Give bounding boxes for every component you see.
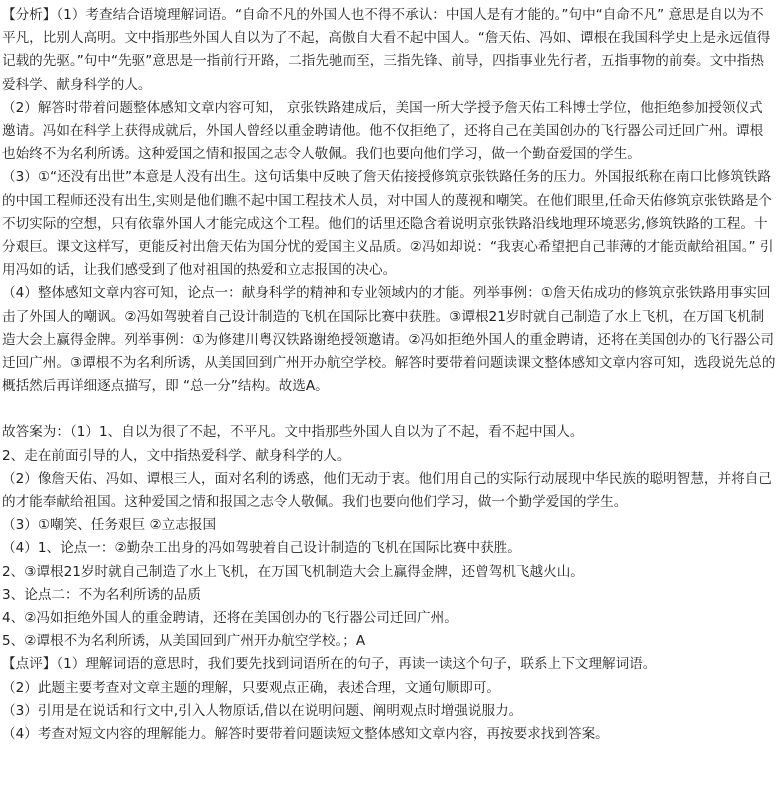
comment-line-4: （4）考查对短文内容的理解能力。解答时要带着问题读短文整体感知文章内容，再按要求找到答案。 bbox=[2, 726, 609, 743]
answer-section bbox=[2, 421, 776, 653]
analysis-paragraph-4: （4）整体感知文章内容可知，论点一：献身科学的精神和专业领域内的才能。列举事例：①詹天佑成功的修筑京张铁路用事实回击了外国人的嘲讽。②冯如驾驶着自己设计制造的飞机在国际比赛中获胜。③谭根21岁时就自己制造了水上飞机，在万国飞机制造大会上赢得金牌。列举事例：①为修建川粤汉铁路谢绝授领邀请。②冯如拒绝外国人的重金聘请，还将在美国创办的飞行器公司迁回广州。③谭根不为名利所诱，从美国回到广州开办航空学校。解答时要带着问题读课文整体感知文章内容可知，选段说先总的概括然后再详细逐点描写，即 “总一分”结构。故选A。 bbox=[2, 285, 776, 395]
answer-line-8: 4、②冯如拒绝外国人的重金聘请，还将在美国创办的飞行器公司迁回广州。 bbox=[2, 610, 458, 627]
comment-section bbox=[2, 653, 776, 746]
answer-line-6: 2、③谭根21岁时就自己制造了水上飞机，在万国飞机制造大会上赢得金牌，还曾驾机飞越火山。 bbox=[2, 563, 584, 580]
analysis-paragraph-1: 【分析】（1）考查结合语境理解词语。“自命不凡的外国人也不得不承认：中国人是有才能的。”句中“自命不凡” 意思是自以为不平凡，比别人高明。文中指那些外国人自以为了不起，高傲自大看不起中国人。“詹天佑、冯如、谭根在我国科学史上是永远值得记载的先驱。”句中“先驱”意思是一指前行开路，二指先驰而至，三指先锋、前导，四指事业先行者，五指事物的前奏。文中指热爱科学、献身科学的人。 bbox=[2, 7, 771, 93]
answer-line-1: 故答案为：（1）1、自以为很了不起，不平凡。文中指那些外国人自以为了不起，看不起中国人。 bbox=[2, 424, 584, 441]
answer-line-4: （3）①嘲笑、任务艰巨 ②立志报国 bbox=[2, 517, 217, 534]
answer-line-7: 3、论点二：不为名利所诱的品质 bbox=[2, 586, 201, 603]
section-spacer bbox=[2, 398, 776, 421]
answer-line-2: 2、走在前面引导的人，文中指热爱科学、献身科学的人。 bbox=[2, 447, 351, 464]
analysis-paragraph-3: （3）①“还没有出世”本意是人没有出生。这句话集中反映了詹天佑接授修筑京张铁路任务的压力。外国报纸称在南口比修筑铁路的中国工程师还没有出生,实则是他们瞧不起中国工程技术人员，对中国人的蔑视和嘲笑。在他们眼里,任命天佑修筑京张铁路是个不切实际的空想，只有依靠外国人才能完成这个工程。他们的话里还隐含着说明京张铁路沿线地理环境恶劣,修筑铁路的工程。十分艰巨。课文这样写，更能反衬出詹天佑为国分忧的爱国主义品质。②冯如却说：“我衷心希望把自己菲薄的才能贡献给祖国。” 引用冯如的话，让我们感受到了他对祖国的热爱和立志报国的决心。 bbox=[2, 169, 774, 279]
answer-line-3: （2）像詹天佑、冯如、谭根三人，面对名利的诱惑，他们无动于衷。他们用自己的实际行动展现中华民族的聪明智慧，并将自己的才能奉献给祖国。这种爱国之情和报国之志令人敬佩。我们也要向他们学习，做一个勤学爱国的学生。 bbox=[2, 470, 772, 511]
analysis-section bbox=[2, 4, 776, 398]
answer-line-5: （4）1、论点一：②勤杂工出身的冯如驾驶着自己设计制造的飞机在国际比赛中获胜。 bbox=[2, 540, 521, 557]
analysis-paragraph-2: （2）解答时带着问题整体感知文章内容可知， 京张铁路建成后，美国一所大学授予詹天佑工科博士学位，他拒绝参加授领仪式邀请。冯如在科学上获得成就后，外国人曾经以重金聘请他。他不仅拒绝了，还将自己在美国创办的飞行器公司迁回广州。谭根也始终不为名利所诱。这种爱国之情和报国之志令人敬佩。我们也要向他们学习，做一个勤奋爱国的学生。 bbox=[2, 99, 764, 163]
comment-line-3: （3）引用是在说话和行文中,引入人物原话,借以在说明问题、阐明观点时增强说服力。 bbox=[2, 702, 523, 719]
comment-line-1: 【点评】（1）理解词语的意思时，我们要先找到词语所在的句子，再读一读这个句子，联系上下文理解词语。 bbox=[2, 656, 657, 673]
comment-line-2: （2）此题主要考查对文章主题的理解，只要观点正确，表述合理，文通句顺即可。 bbox=[2, 679, 501, 696]
answer-line-9: 5、②谭根不为名利所诱，从美国回到广州开办航空学校。；A bbox=[2, 633, 366, 650]
